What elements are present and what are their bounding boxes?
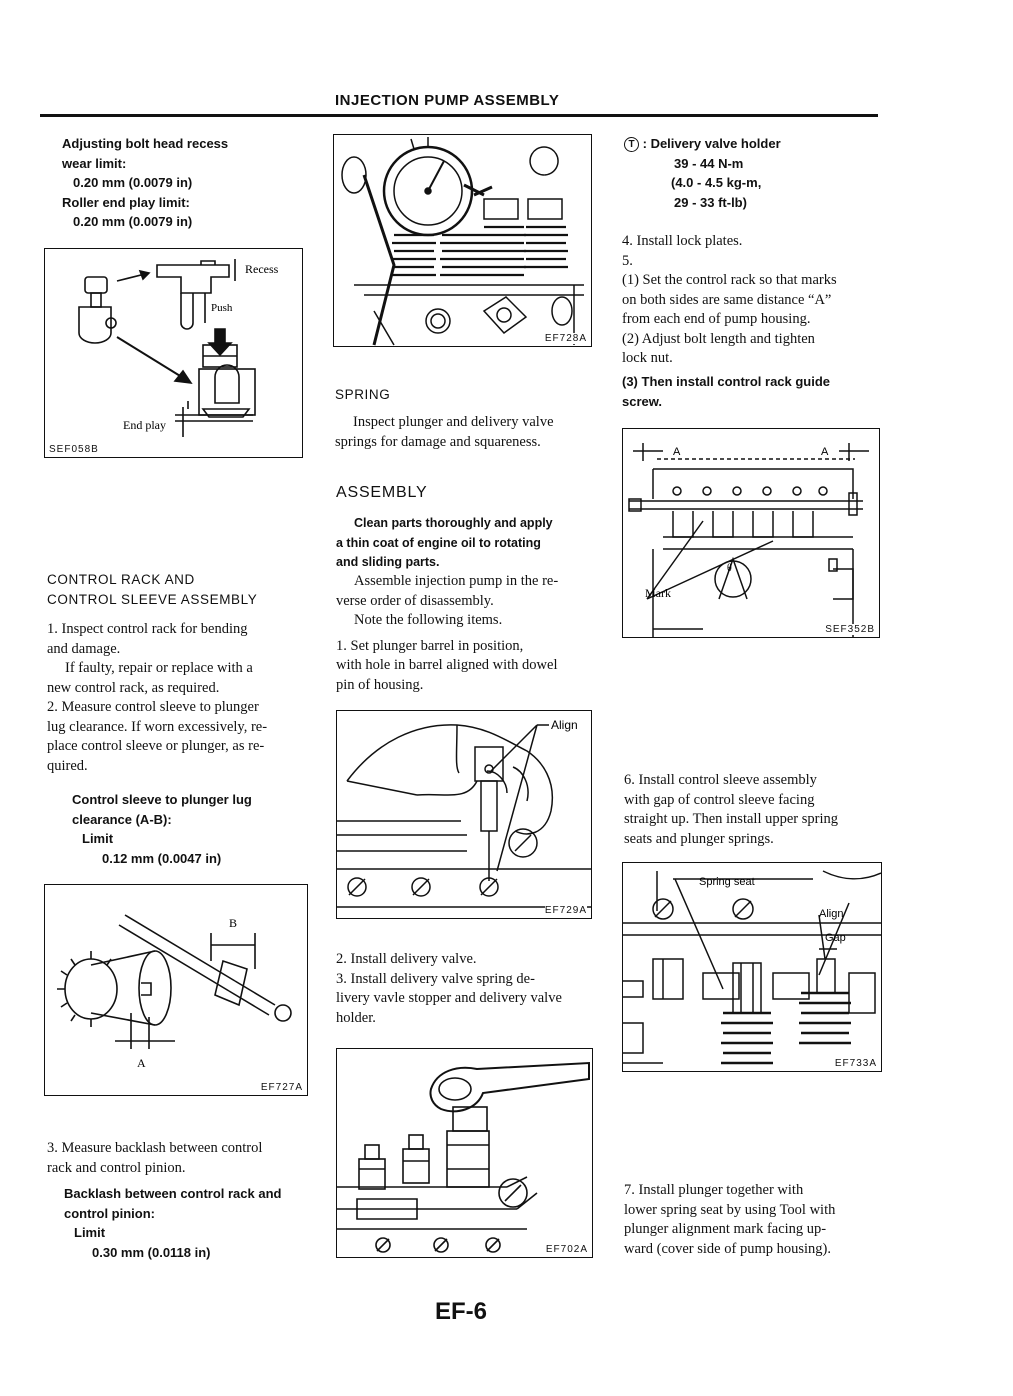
dimension-a-right-label: A xyxy=(821,446,829,458)
text-line: verse order of disassembly. xyxy=(336,592,494,609)
page-number: EF-6 xyxy=(435,1298,488,1325)
spring-seat-gap-illustration xyxy=(623,863,881,1071)
sleeve-clearance-spec xyxy=(72,790,312,868)
figure-ef729a xyxy=(336,710,592,919)
figure-sef058b xyxy=(44,248,303,458)
spec-line: Roller end play limit: xyxy=(62,194,190,210)
figure-sef352b xyxy=(622,428,880,638)
page-header-title: INJECTION PUMP ASSEMBLY xyxy=(335,92,560,109)
spec-value: 0.20 mm (0.0079 in) xyxy=(73,175,193,190)
assembly-note xyxy=(336,514,594,573)
dimension-a-left-label: A xyxy=(673,446,681,458)
text-line: lower spring seat by using Tool with xyxy=(624,1201,836,1218)
text-line: new control rack, as required. xyxy=(47,679,220,696)
figure-ef728a xyxy=(333,134,592,347)
text-line: 1. Inspect control rack for bending xyxy=(47,621,248,637)
dimension-a-label: A xyxy=(137,1056,146,1070)
note-line: and sliding parts. xyxy=(336,555,440,569)
text-line: rack and control pinion. xyxy=(47,1159,186,1176)
control-rack-distance-illustration xyxy=(623,429,879,637)
spring-seat-label: Spring seat xyxy=(699,876,755,888)
spec-value: 0.30 mm (0.0118 in) xyxy=(92,1244,211,1260)
text-line: Inspect plunger and delivery valve xyxy=(353,414,554,430)
section-title-line: CONTROL SLEEVE ASSEMBLY xyxy=(47,591,258,607)
control-rack-text xyxy=(47,620,305,776)
header-rule xyxy=(40,114,878,117)
text-line: place control sleeve or plunger, as re- xyxy=(47,738,265,754)
text-line: Note the following items. xyxy=(354,612,503,628)
torque-value: 39 - 44 N-m xyxy=(674,155,744,171)
text-line: seats and plunger springs. xyxy=(624,830,774,847)
text-line: (3) Then install control rack guide xyxy=(622,374,831,389)
figure-code: EF702A xyxy=(545,1244,588,1255)
text-line: screw. xyxy=(622,393,662,409)
figure-ef702a xyxy=(336,1048,593,1258)
dimension-b-label: B xyxy=(229,916,238,930)
text-line: lock nut. xyxy=(622,350,673,366)
backlash-spec xyxy=(64,1184,314,1262)
spec-line: Limit xyxy=(82,831,114,846)
text-line: lug clearance. If worn excessively, re- xyxy=(47,718,268,735)
ratchet-wrench-illustration xyxy=(337,1049,592,1257)
torque-icon: T xyxy=(624,137,639,152)
torque-line: : Delivery valve holder xyxy=(642,136,781,151)
figure-code: EF729A xyxy=(544,905,587,916)
torque-value: 29 - 33 ft-lb) xyxy=(674,194,747,210)
section-title-control-rack xyxy=(47,570,307,609)
note-line: Clean parts thoroughly and apply xyxy=(354,516,553,530)
section-title-line: CONTROL RACK AND xyxy=(47,572,195,587)
torque-value: (4.0 - 4.5 kg-m, xyxy=(671,175,762,190)
roller-end-play-illustration xyxy=(45,249,302,457)
end-play-label: End play xyxy=(123,418,166,432)
dial-gauge-springs-illustration xyxy=(334,135,591,346)
figure-ef727a xyxy=(44,884,308,1096)
figure-ef733a xyxy=(622,862,882,1072)
text-line: 6. Install control sleeve assembly xyxy=(624,772,817,788)
backlash-text xyxy=(47,1139,307,1178)
spec-value: 0.12 mm (0.0047 in) xyxy=(102,850,222,866)
text-line: straight up. Then install upper spring xyxy=(624,811,838,827)
figure-code: SEF058B xyxy=(49,444,99,455)
spec-line: Adjusting bolt head recess xyxy=(62,136,229,151)
text-line: quired. xyxy=(47,757,88,774)
torque-spec xyxy=(624,134,884,212)
delivery-valve-text xyxy=(336,950,594,1028)
figure-code: EF727A xyxy=(260,1082,303,1093)
spec-line: wear limit: xyxy=(62,155,127,171)
figure-code: EF733A xyxy=(834,1058,877,1069)
text-line: (2) Adjust bolt length and tighten xyxy=(622,330,815,347)
control-sleeve-illustration xyxy=(45,885,307,1095)
align-label: Align xyxy=(551,718,578,732)
push-label: Push xyxy=(211,302,233,314)
text-line: on both sides are same distance “A” xyxy=(622,291,832,308)
sleeve-install-text xyxy=(624,771,882,849)
text-line: 1. Set plunger barrel in position, xyxy=(336,637,524,654)
text-line: with hole in barrel aligned with dowel xyxy=(336,657,558,673)
recess-spec xyxy=(62,134,322,232)
align-label: Align xyxy=(819,908,844,920)
assembly-text xyxy=(336,572,594,695)
assembly-title: ASSEMBLY xyxy=(336,484,428,501)
text-line: 2. Measure control sleeve to plunger xyxy=(47,699,259,715)
note-line: a thin coat of engine oil to rotating xyxy=(336,535,541,550)
lock-plate-text xyxy=(622,232,880,369)
theta-label: θ xyxy=(727,563,732,574)
text-line: livery vavle stopper and delivery valve xyxy=(336,990,562,1006)
recess-label: Recess xyxy=(245,262,279,276)
text-line: springs for damage and squareness. xyxy=(335,433,541,450)
text-line: If faulty, repair or replace with a xyxy=(65,660,253,676)
text-line: 3. Measure backlash between control xyxy=(47,1140,263,1156)
plunger-install-text xyxy=(624,1181,882,1259)
text-line: Assemble injection pump in the re- xyxy=(354,573,559,589)
text-line: 4. Install lock plates. xyxy=(622,233,743,249)
spec-line: Control sleeve to plunger lug xyxy=(72,792,252,807)
gap-label: Gap xyxy=(825,932,846,944)
figure-code: SEF352B xyxy=(825,624,875,635)
text-line: plunger alignment mark facing up- xyxy=(624,1221,827,1237)
text-line: pin of housing. xyxy=(336,676,424,693)
spec-value: 0.20 mm (0.0079 in) xyxy=(73,214,193,229)
rack-guide-text xyxy=(622,372,880,411)
text-line: holder. xyxy=(336,1009,376,1026)
plunger-barrel-align-illustration xyxy=(337,711,591,918)
spec-line: Backlash between control rack and xyxy=(64,1186,282,1201)
mark-label: Mark xyxy=(645,586,671,600)
spring-text xyxy=(335,413,593,452)
text-line: 2. Install delivery valve. xyxy=(336,951,477,967)
text-line: 3. Install delivery valve spring de- xyxy=(336,970,535,987)
text-line: ward (cover side of pump housing). xyxy=(624,1240,831,1257)
text-line: (1) Set the control rack so that marks xyxy=(622,272,837,288)
spec-line: clearance (A-B): xyxy=(72,811,172,827)
text-line: with gap of control sleeve facing xyxy=(624,791,815,808)
text-line: and damage. xyxy=(47,640,121,657)
spec-line: control pinion: xyxy=(64,1205,155,1221)
text-line: 7. Install plunger together with xyxy=(624,1182,804,1198)
spring-title: SPRING xyxy=(335,387,391,402)
text-line: from each end of pump housing. xyxy=(622,311,811,327)
spec-line: Limit xyxy=(74,1225,106,1240)
figure-code: EF728A xyxy=(544,333,587,344)
text-line: 5. xyxy=(622,252,633,269)
